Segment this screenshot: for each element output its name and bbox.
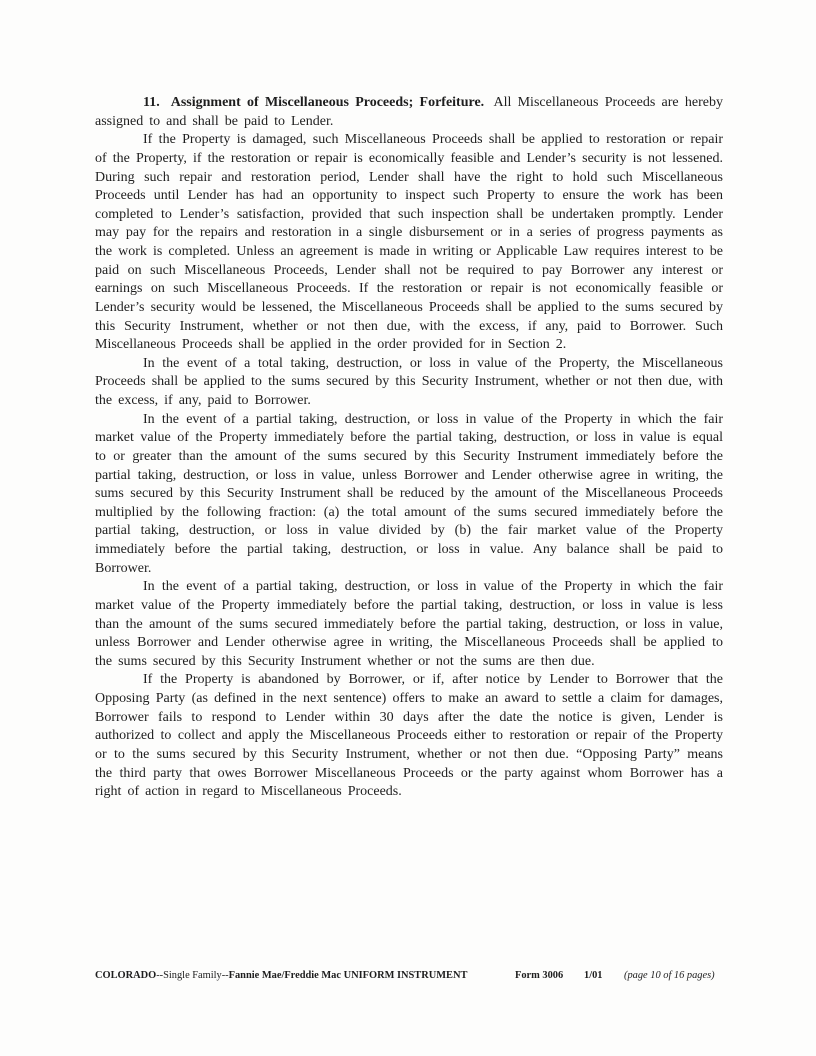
paragraph-property-damaged: If the Property is damaged, such Miscellaneous Proceeds shall be applied to restoration or repair of the Property, if the restoration or repair is economically feasible and Lender’s security is not lessened. During such repair and restoration period, Lender shall have the right to hold such Miscellaneous Proceeds until Lender has had an opportunity to inspect such Property to ensure the work has been completed to Lender’s satisfaction, provided that such inspection shall be undertaken promptly. Lender may pay for the repairs and restoration in a single disbursement or in a series of progress payments as the work is completed. Unless an agreement is made in writing or Applicable Law requires interest to be paid on such Miscellaneous Proceeds, Lender shall not be required to pay Borrower any interest or earnings on such Miscellaneous Proceeds. If the restoration or repair is not economically feasible or Lender’s security would be lessened, the Miscellaneous Proceeds shall be applied to the sums secured by this Security Instrument, whether or not then due, with the excess, if any, paid to Borrower. Such Miscellaneous Proceeds shall be applied in the order provided for in Section 2. — [95, 132, 723, 353]
paragraph-partial-taking-greater: In the event of a partial taking, destruction, or loss in value of the Property in which the fair market value of the Property immediately before the partial taking, destruction, or loss in value is equal to or greater than the amount of the sums secured by this Security Instrument immediately before the partial taking, destruction, or loss in value, unless Borrower and Lender otherwise agree in writing, the sums secured by this Security Instrument shall be reduced by the amount of the Miscellaneous Proceeds multiplied by the following fraction: (a) the total amount of the sums secured immediately before the partial taking, destruction, or loss in value divided by (b) the fair market value of the Property immediately before the partial taking, destruction, or loss in value. Any balance shall be paid to Borrower. — [95, 411, 723, 576]
section-11-heading-paragraph — [95, 94, 723, 131]
footer-form-number: Form 3006 — [515, 970, 564, 981]
footer-revision-date: 1/01 — [584, 970, 603, 981]
document-body — [95, 94, 723, 802]
paragraph-total-taking: In the event of a total taking, destruction, or loss in value of the Property, the Miscellaneous Proceeds shall be applied to the sums secured by this Security Instrument, whether or not then due, with the excess, if any, paid to Borrower. — [95, 355, 723, 408]
footer-state-label: COLORADO — [95, 970, 157, 981]
footer-uniform-instrument-label: Fannie Mae/Freddie Mac UNIFORM INSTRUMENT — [228, 970, 468, 981]
paragraph-property-abandoned: If the Property is abandoned by Borrower, or if, after notice by Lender to Borrower that the Opposing Party (as defined in the next sentence) offers to make an award to settle a claim for damages, Borrower fails to respond to Lender within 30 days after the date the notice is given, Lender is authorized to collect and apply the Miscellaneous Proceeds either to restoration or repair of the Property or to the sums secured by this Security Instrument, whether or not then due. “Opposing Party” means the third party that owes Borrower Miscellaneous Proceeds or the party against whom Borrower has a right of action in regard to Miscellaneous Proceeds. — [95, 672, 723, 800]
paragraph-partial-taking-less: In the event of a partial taking, destruction, or loss in value of the Property in which the fair market value of the Property immediately before the partial taking, destruction, or loss in value is less than the amount of the sums secured immediately before the partial taking, destruction, or loss in value, unless Borrower and Lender otherwise agree in writing, the Miscellaneous Proceeds shall be applied to the sums secured by this Security Instrument whether or not the sums are then due. — [95, 579, 723, 669]
page-footer — [0, 969, 816, 985]
section-lead-text: All Miscellaneous Proceeds are hereby assigned to and shall be paid to Lender. — [95, 95, 723, 129]
footer-family-label: --Single Family-- — [156, 970, 229, 981]
footer-instrument-label — [95, 969, 467, 982]
footer-page-indicator: (page 10 of 16 pages) — [624, 970, 715, 981]
section-number: 11. — [143, 95, 160, 110]
section-title: Assignment of Miscellaneous Proceeds; Forfeiture. — [170, 95, 485, 110]
